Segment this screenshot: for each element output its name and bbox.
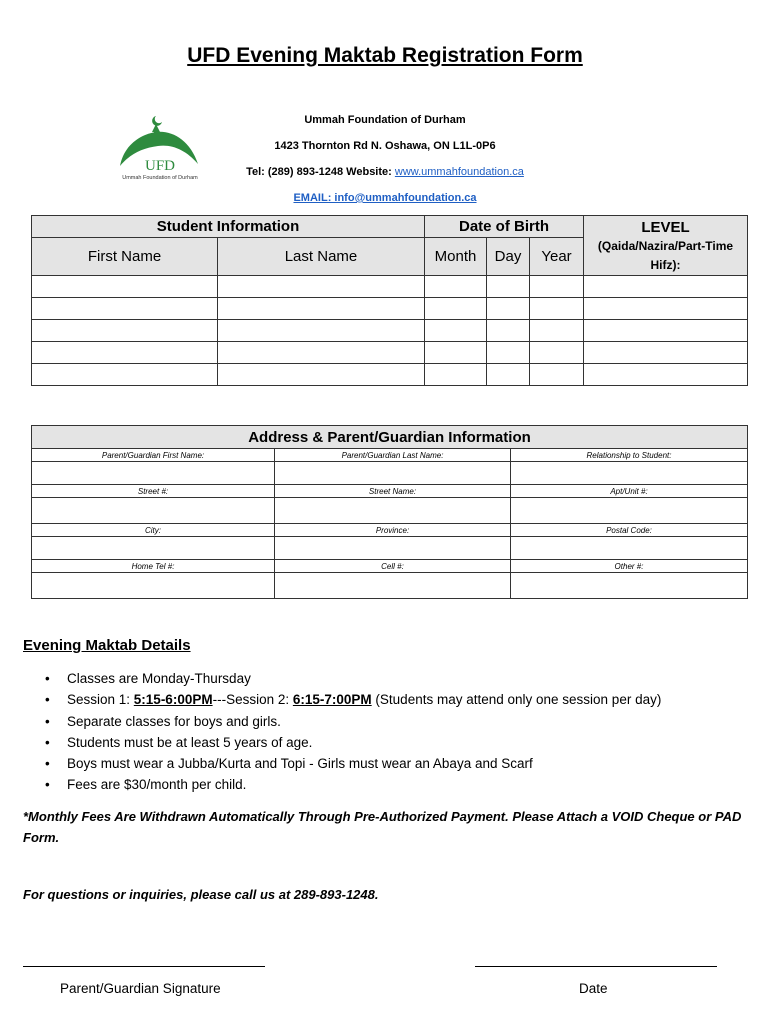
province-field[interactable] <box>275 537 511 560</box>
student-row <box>32 320 748 342</box>
first-name-cell[interactable] <box>32 364 218 386</box>
level-cell[interactable] <box>584 298 748 320</box>
signature-label: Parent/Guardian Signature <box>60 981 221 996</box>
year-cell[interactable] <box>530 342 584 364</box>
list-item: • Fees are $30/month per child. <box>45 774 745 795</box>
email-link[interactable]: EMAIL: info@ummahfoundation.ca <box>293 192 477 204</box>
other-tel-label: Other #: <box>511 560 748 573</box>
details-list <box>45 668 745 796</box>
street-name-label: Street Name: <box>275 485 511 498</box>
student-info-header: Student Information <box>32 216 425 238</box>
city-field[interactable] <box>32 537 275 560</box>
cell-label: Cell #: <box>275 560 511 573</box>
org-name: Ummah Foundation of Durham <box>304 114 466 126</box>
logo-letters: UFD <box>144 158 176 174</box>
month-cell[interactable] <box>425 276 487 298</box>
list-item: • Students must be at least 5 years of age. <box>45 732 745 753</box>
city-label: City: <box>32 524 275 537</box>
month-cell[interactable] <box>425 298 487 320</box>
apt-field[interactable] <box>511 498 748 524</box>
date-line[interactable] <box>475 966 717 967</box>
website-link[interactable]: www.ummahfoundation.ca <box>394 166 524 178</box>
student-row <box>32 298 748 320</box>
first-name-cell[interactable] <box>32 298 218 320</box>
day-cell[interactable] <box>487 342 530 364</box>
details-title: Evening Maktab Details <box>23 637 191 654</box>
year-cell[interactable] <box>530 276 584 298</box>
address-title: Address & Parent/Guardian Information <box>32 426 748 449</box>
postal-code-field[interactable] <box>511 537 748 560</box>
home-tel-field[interactable] <box>32 573 275 599</box>
student-row <box>32 342 748 364</box>
list-item <box>45 689 745 710</box>
month-header: Month <box>425 238 487 276</box>
postal-code-label: Postal Code: <box>511 524 748 537</box>
last-name-cell[interactable] <box>218 342 425 364</box>
list-item: • Classes are Monday-Thursday <box>45 668 745 689</box>
province-label: Province: <box>275 524 511 537</box>
session2-time: 6:15-7:00PM <box>292 692 372 708</box>
parent-first-label: Parent/Guardian First Name: <box>32 449 275 462</box>
session-prefix: Session 1: <box>67 692 134 708</box>
last-name-cell[interactable] <box>218 320 425 342</box>
student-row <box>32 276 748 298</box>
student-table <box>31 215 748 386</box>
level-header <box>584 216 748 276</box>
list-item: • Boys must wear a Jubba/Kurta and Topi - Girls must wear an Abaya and Scarf <box>45 753 745 774</box>
level-cell[interactable] <box>584 320 748 342</box>
level-subtitle: (Qaida/Nazira/Part-Time Hifz): <box>597 239 734 272</box>
day-cell[interactable] <box>487 320 530 342</box>
street-number-label: Street #: <box>32 485 275 498</box>
year-header: Year <box>530 238 584 276</box>
address-table <box>31 425 748 599</box>
date-label: Date <box>579 981 608 996</box>
parent-last-label: Parent/Guardian Last Name: <box>275 449 511 462</box>
org-tel: Tel: (289) 893-1248 Website: <box>246 166 395 178</box>
level-cell[interactable] <box>584 364 748 386</box>
home-tel-label: Home Tel #: <box>32 560 275 573</box>
ufd-logo <box>112 114 208 182</box>
org-email <box>215 192 555 204</box>
session1-time: 5:15-6:00PM <box>133 692 213 708</box>
first-name-cell[interactable] <box>32 320 218 342</box>
day-header: Day <box>487 238 530 276</box>
apt-label: Apt/Unit #: <box>511 485 748 498</box>
cell-field[interactable] <box>275 573 511 599</box>
parent-first-field[interactable] <box>32 462 275 485</box>
year-cell[interactable] <box>530 364 584 386</box>
day-cell[interactable] <box>487 364 530 386</box>
last-name-cell[interactable] <box>218 276 425 298</box>
last-name-header: Last Name <box>218 238 425 276</box>
year-cell[interactable] <box>530 298 584 320</box>
payment-note: *Monthly Fees Are Withdrawn Automatically Through Pre-Authorized Payment. Please Attach a VOID Cheque or PAD Form. <box>23 809 742 845</box>
org-contact <box>215 166 555 178</box>
org-address: 1423 Thornton Rd N. Oshawa, ON L1L-0P6 <box>274 140 496 152</box>
session-mid: ---Session 2: <box>212 692 293 708</box>
last-name-cell[interactable] <box>218 298 425 320</box>
month-cell[interactable] <box>425 342 487 364</box>
level-cell[interactable] <box>584 276 748 298</box>
session-suffix: (Students may attend only one session per day) <box>371 692 662 708</box>
month-cell[interactable] <box>425 364 487 386</box>
level-cell[interactable] <box>584 342 748 364</box>
signature-line[interactable] <box>23 966 265 967</box>
day-cell[interactable] <box>487 276 530 298</box>
street-name-field[interactable] <box>275 498 511 524</box>
street-number-field[interactable] <box>32 498 275 524</box>
first-name-header: First Name <box>32 238 218 276</box>
level-title: LEVEL <box>641 219 690 236</box>
year-cell[interactable] <box>530 320 584 342</box>
dob-header: Date of Birth <box>425 216 584 238</box>
first-name-cell[interactable] <box>32 276 218 298</box>
month-cell[interactable] <box>425 320 487 342</box>
first-name-cell[interactable] <box>32 342 218 364</box>
day-cell[interactable] <box>487 298 530 320</box>
parent-last-field[interactable] <box>275 462 511 485</box>
questions-text: For questions or inquiries, please call us at 289-893-1248. <box>23 887 379 902</box>
relationship-label: Relationship to Student: <box>511 449 748 462</box>
form-title: UFD Evening Maktab Registration Form <box>187 44 583 67</box>
logo-caption: Ummah Foundation of Durham <box>122 175 198 181</box>
student-row <box>32 364 748 386</box>
list-item: • Separate classes for boys and girls. <box>45 711 745 732</box>
relationship-field[interactable] <box>511 462 748 485</box>
last-name-cell[interactable] <box>218 364 425 386</box>
other-tel-field[interactable] <box>511 573 748 599</box>
